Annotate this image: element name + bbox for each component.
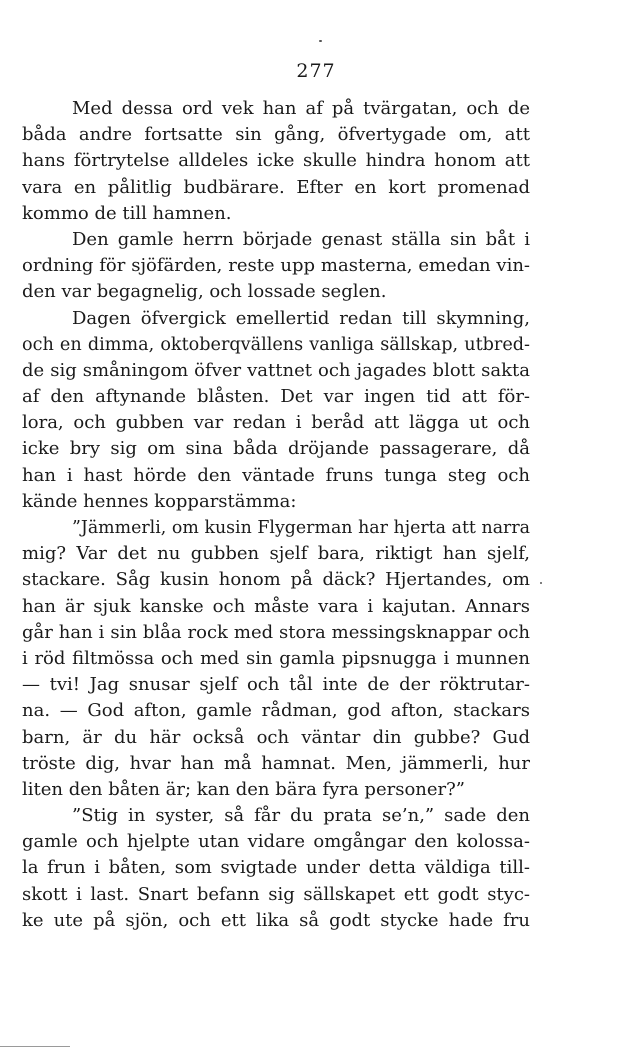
text-line: barn, är du här också och väntar din gubbe? Gud (22, 726, 530, 748)
text-line: la frun i båten, som svigtade under detta väldiga till- (22, 857, 530, 879)
body-text (22, 96, 530, 934)
ink-speck (540, 582, 542, 584)
scan-edge-line (0, 1046, 70, 1047)
text-line: gamle och hjelpte utan vidare omgångar den kolossa- (22, 831, 530, 853)
text-line: Den gamle herrn började genast ställa sin båt i (72, 228, 530, 250)
page-number: 277 (296, 60, 336, 82)
text-line: Dagen öfvergick emellertid redan till skymning, (72, 307, 530, 329)
text-line: kommo de till hamnen. (22, 202, 232, 224)
text-line: och en dimma, oktoberqvällens vanliga sällskap, utbred- (22, 334, 530, 355)
text-line: ordning för sjöfärden, reste upp masterna, emedan vin- (22, 255, 530, 277)
text-line: — tvi! Jag snusar sjelf och tål inte de der röktrutar- (22, 674, 530, 696)
text-line: na. — God afton, gamle rådman, god afton, stackars (22, 700, 530, 722)
text-line: stackare. Såg kusin honom på däck? Hjertandes, om (22, 569, 530, 591)
text-line: vara en pålitlig budbärare. Efter en kort promenad (22, 176, 530, 198)
text-line: lora, och gubben var redan i beråd att lägga ut och (22, 412, 530, 434)
text-line: de sig småningom öfver vattnet och jagades blott sakta (22, 359, 530, 381)
text-line: ”Stig in syster, så får du prata se’n,” sade den (72, 805, 530, 827)
text-line: ”Jämmerli, om kusin Flygerman har hjerta att narra (72, 518, 530, 538)
text-line: ke ute på sjön, och ett lika så godt stycke hade fru (22, 909, 530, 931)
text-line: hans förtrytelse alldeles icke skulle hindra honom att (22, 150, 530, 172)
text-line: kände hennes kopparstämma: (22, 490, 297, 512)
text-line: den var begagnelig, och lossade seglen. (22, 281, 387, 303)
text-line: icke bry sig om sina båda dröjande passagerare, då (22, 438, 530, 460)
text-line: af den aftynande blåsten. Det var ingen tid att för- (22, 386, 530, 408)
text-line: mig? Var det nu gubben sjelf bara, riktigt han sjelf, (22, 543, 530, 565)
text-line: i röd filtmössa och med sin gamla pipsnugga i munnen (22, 647, 530, 669)
ink-speck (319, 40, 322, 42)
text-line: båda andre fortsatte sin gång, öfvertygade om, att (22, 124, 530, 146)
text-line: tröste dig, hvar han må hamnat. Men, jämmerli, hur (22, 752, 530, 774)
text-line: skott i last. Snart befann sig sällskapet ett godt styc- (22, 883, 530, 905)
text-line: går han i sin blåa rock med stora messingsknappar och (22, 621, 530, 643)
text-line: liten den båten är; kan den bära fyra personer?” (22, 778, 465, 800)
text-line: han i hast hörde den väntade fruns tunga steg och (22, 464, 530, 486)
text-line: Med dessa ord vek han af på tvärgatan, och de (72, 98, 530, 119)
text-line: han är sjuk kanske och måste vara i kajutan. Annars (22, 595, 530, 617)
